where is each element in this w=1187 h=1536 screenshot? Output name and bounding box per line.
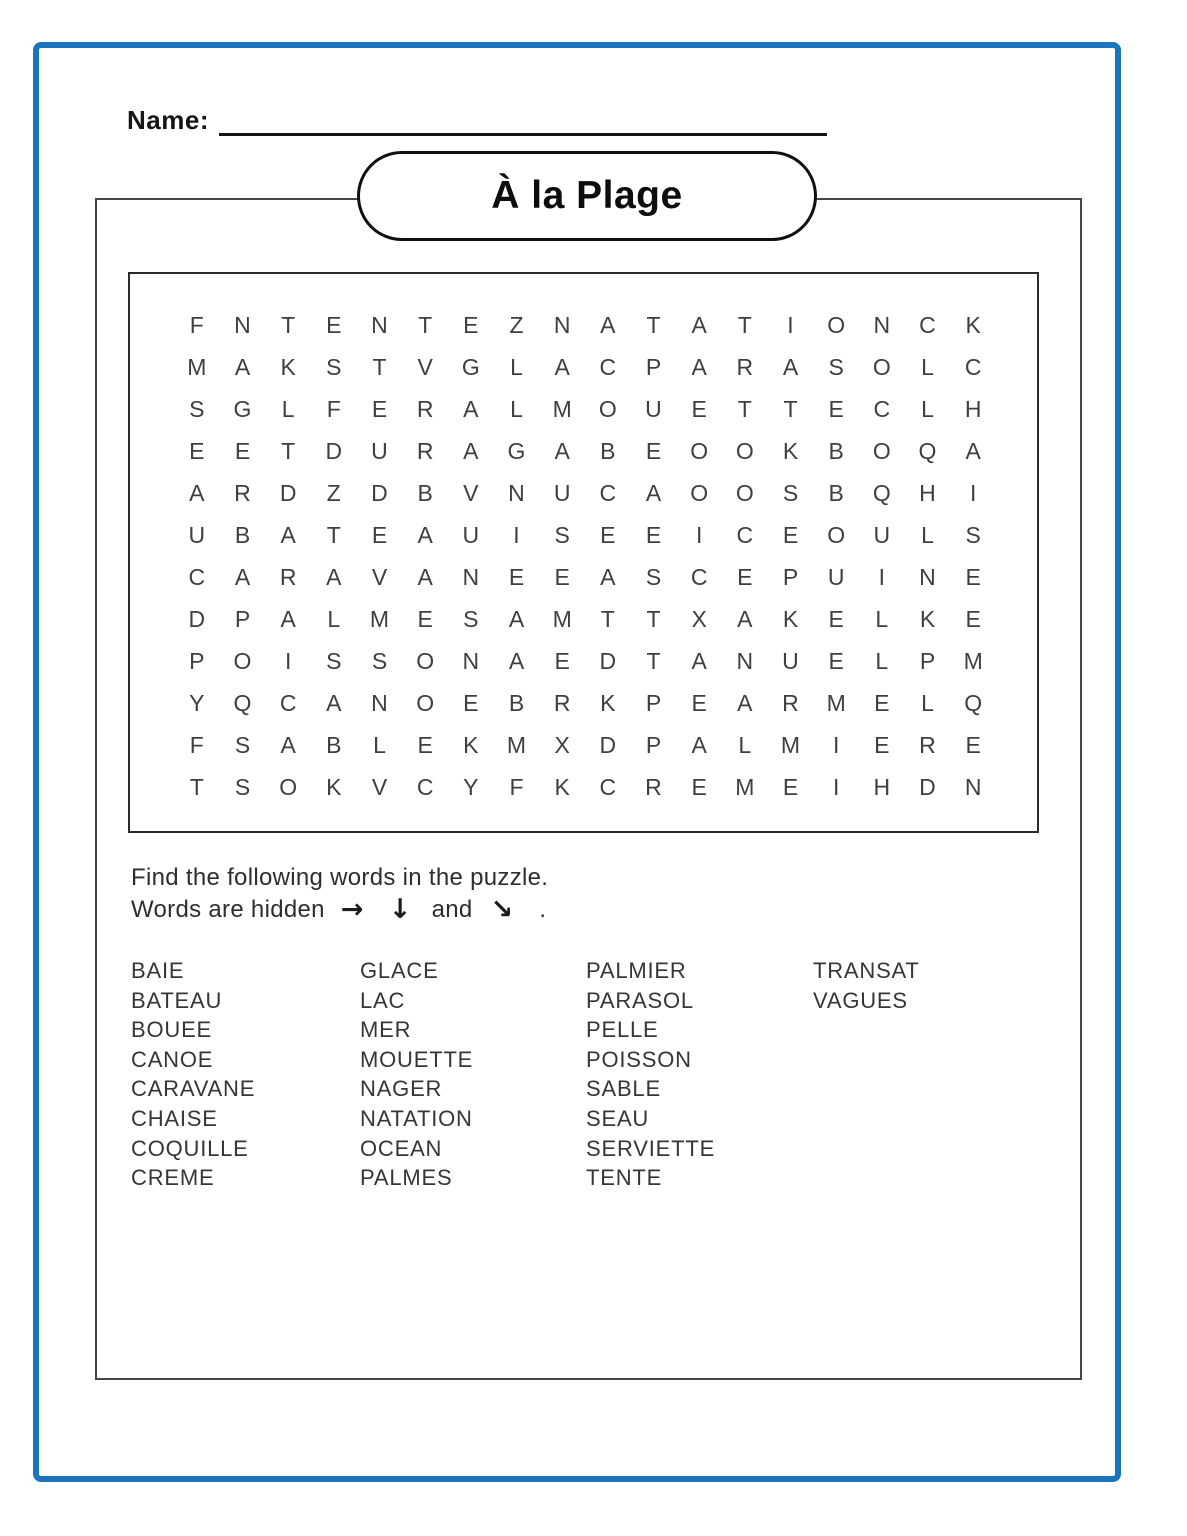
grid-letter: E	[782, 522, 799, 549]
word-item: OCEAN	[360, 1135, 443, 1161]
grid-letter: S	[234, 773, 251, 800]
grid-letter: O	[872, 354, 891, 381]
grid-letter: E	[508, 563, 525, 590]
grid-letter: E	[417, 605, 433, 632]
grid-letter: B	[828, 438, 844, 465]
word-item: BOUEE	[131, 1017, 213, 1043]
grid-letter: N	[873, 312, 891, 339]
title-pill	[357, 151, 817, 241]
grid-letter: S	[326, 354, 342, 381]
grid-letter: R	[416, 396, 434, 423]
grid-letter: N	[462, 563, 480, 590]
grid-letter: A	[189, 480, 205, 507]
grid-letter: A	[691, 647, 707, 674]
grid-letter: E	[417, 731, 433, 758]
word-item: POISSON	[586, 1046, 692, 1072]
grid-letter: S	[828, 354, 844, 381]
grid-letter: A	[508, 605, 525, 632]
grid-letter: A	[645, 480, 662, 507]
grid-letter: Y	[463, 773, 479, 800]
word-column	[586, 956, 715, 1193]
grid-letter: K	[554, 773, 570, 800]
instruction-line-1: Find the following words in the puzzle.	[131, 864, 549, 891]
grid-letter: E	[645, 522, 662, 549]
grid-letter: E	[463, 689, 479, 716]
grid-letter: E	[371, 522, 388, 549]
grid-letter: U	[827, 563, 845, 590]
grid-letter: T	[326, 522, 341, 549]
grid-letter: S	[463, 605, 479, 632]
grid-letter: L	[921, 396, 934, 423]
grid-letter: E	[828, 396, 844, 423]
instructions	[131, 862, 548, 925]
grid-letter: E	[782, 773, 799, 800]
grid-letter: D	[371, 480, 388, 507]
grid-letter: R	[234, 480, 251, 507]
grid-letter: I	[832, 773, 840, 800]
word-item: PALMES	[360, 1165, 453, 1191]
grid-letter: V	[417, 354, 433, 381]
grid-letter: N	[919, 563, 936, 590]
grid-letter: U	[371, 438, 388, 465]
instruction-line-2-prefix: Words are hidden	[131, 896, 325, 923]
word-item: PELLE	[586, 1017, 659, 1043]
grid-letter: E	[554, 563, 570, 590]
grid-letter: K	[965, 312, 981, 339]
grid-letter: K	[782, 438, 799, 465]
grid-letter: N	[371, 689, 388, 716]
grid-letter: T	[281, 312, 296, 339]
grid-letter: C	[599, 354, 617, 381]
word-item: BAIE	[131, 958, 185, 983]
grid-letter: N	[234, 312, 251, 339]
grid-letter: M	[735, 773, 755, 800]
grid-letter: A	[234, 354, 251, 381]
grid-letter: F	[189, 312, 204, 339]
grid-letter: Y	[189, 689, 205, 716]
grid-letter: Q	[872, 480, 891, 507]
grid-letter: T	[600, 605, 615, 632]
grid-letter: D	[919, 773, 936, 800]
grid-letter: A	[417, 522, 433, 549]
grid-letter: L	[510, 396, 523, 423]
grid-letter: P	[645, 354, 662, 381]
grid-letter: M	[963, 647, 983, 674]
grid-letter: F	[189, 731, 204, 758]
instruction-period: .	[539, 896, 547, 923]
word-column	[131, 956, 255, 1193]
grid-letter: U	[188, 522, 206, 549]
grid-letter: D	[188, 605, 206, 632]
grid-letter: S	[326, 647, 342, 674]
grid-letter: I	[695, 522, 703, 549]
grid-letter: S	[645, 563, 662, 590]
grid-letter: M	[187, 354, 207, 381]
word-item: NATATION	[360, 1105, 473, 1131]
grid-letter: B	[508, 689, 525, 716]
grid-letter: K	[463, 731, 479, 758]
grid-letter: Z	[509, 312, 524, 339]
name-row	[127, 105, 827, 136]
grid-letter: B	[326, 731, 342, 758]
grid-letter: E	[737, 563, 753, 590]
grid-letter: C	[279, 689, 297, 716]
grid-letter: R	[553, 689, 571, 716]
grid-letter: A	[463, 438, 479, 465]
grid-letter: E	[828, 605, 844, 632]
grid-letter: C	[599, 480, 617, 507]
grid-letter: O	[735, 480, 754, 507]
grid-letter: C	[188, 563, 206, 590]
grid-letter: O	[598, 396, 617, 423]
grid-letter: A	[600, 563, 616, 590]
arrow-down-right-icon: ↘	[490, 894, 514, 925]
grid-letter: N	[508, 480, 525, 507]
grid-letter: C	[599, 773, 617, 800]
word-item: CHAISE	[131, 1105, 218, 1131]
grid-letter: O	[279, 773, 298, 800]
grid-letter: A	[691, 731, 707, 758]
grid-letter: L	[921, 689, 934, 716]
grid-letter: E	[234, 438, 251, 465]
grid-letter: O	[827, 312, 846, 339]
grid-letter: X	[691, 605, 707, 632]
grid-letter: O	[416, 689, 435, 716]
grid-letter: S	[371, 647, 388, 674]
grid-letter: N	[964, 773, 982, 800]
grid-letter: A	[737, 605, 753, 632]
grid-letter: N	[462, 647, 480, 674]
grid-letter: E	[965, 731, 981, 758]
word-item: CANOE	[131, 1046, 214, 1072]
grid-letter: O	[690, 438, 709, 465]
word-item: TENTE	[586, 1165, 663, 1191]
grid-letter: T	[646, 647, 661, 674]
word-item: MOUETTE	[360, 1046, 474, 1072]
grid-letter: A	[691, 354, 707, 381]
grid-letter: S	[554, 522, 570, 549]
grid-letter: Q	[233, 689, 252, 716]
grid-letter: A	[417, 563, 433, 590]
grid-letter: A	[234, 563, 251, 590]
grid-letter: C	[416, 773, 434, 800]
grid-letter: S	[965, 522, 981, 549]
grid-letter: L	[921, 522, 934, 549]
grid-letter: D	[599, 731, 617, 758]
letter-grid	[174, 305, 996, 808]
grid-letter: M	[826, 689, 846, 716]
grid-letter: E	[554, 647, 570, 674]
grid-letter: M	[369, 605, 390, 632]
grid-letter: C	[736, 522, 754, 549]
grid-letter: U	[462, 522, 480, 549]
grid-letter: L	[875, 605, 889, 632]
grid-letter: C	[690, 563, 708, 590]
grid-letter: U	[645, 396, 662, 423]
grid-letter: C	[919, 312, 936, 339]
grid-letter: F	[509, 773, 524, 800]
grid-letter: R	[416, 438, 434, 465]
word-item: BATEAU	[131, 987, 223, 1013]
word-column	[813, 956, 920, 1015]
grid-letter: C	[873, 396, 891, 423]
grid-letter: E	[645, 438, 662, 465]
grid-letter: A	[691, 312, 707, 339]
grid-letter: N	[371, 312, 388, 339]
grid-letter: L	[738, 731, 752, 758]
word-item: VAGUES	[813, 987, 908, 1013]
grid-letter: M	[780, 731, 801, 758]
grid-letter: L	[373, 731, 386, 758]
grid-letter: H	[919, 480, 936, 507]
grid-letter: E	[874, 689, 890, 716]
grid-letter: K	[280, 354, 296, 381]
grid-letter: K	[782, 605, 799, 632]
grid-letter: R	[279, 563, 297, 590]
grid-letter: S	[189, 396, 205, 423]
grid-letter: P	[919, 647, 936, 674]
grid-letter: M	[552, 605, 572, 632]
grid-letter: I	[513, 522, 520, 549]
grid-letter: I	[787, 312, 794, 339]
grid-letter: O	[690, 480, 709, 507]
grid-letter: S	[782, 480, 799, 507]
grid-letter: I	[878, 563, 886, 590]
grid-letter: O	[827, 522, 846, 549]
grid-letter: T	[418, 312, 433, 339]
grid-letter: P	[234, 605, 251, 632]
grid-letter: O	[416, 647, 435, 674]
arrow-down-icon: ↓	[388, 894, 412, 925]
word-item: MER	[360, 1017, 412, 1043]
grid-letter: K	[600, 689, 616, 716]
grid-letter: B	[600, 438, 616, 465]
grid-letter: L	[281, 396, 295, 423]
grid-letter: A	[782, 354, 799, 381]
word-item: CARAVANE	[131, 1076, 256, 1102]
grid-letter: T	[646, 605, 661, 632]
grid-letter: M	[552, 396, 572, 423]
grid-letter: A	[280, 522, 296, 549]
instruction-and-text: and	[431, 896, 473, 923]
grid-letter: H	[873, 773, 891, 800]
grid-letter: V	[371, 773, 388, 800]
grid-letter: B	[828, 480, 844, 507]
grid-letter: S	[234, 731, 251, 758]
grid-letter: P	[782, 563, 799, 590]
grid-letter: B	[417, 480, 433, 507]
word-column	[360, 956, 473, 1193]
grid-letter: U	[782, 647, 799, 674]
grid-letter: D	[325, 438, 343, 465]
grid-letter: T	[737, 396, 752, 423]
grid-letter: A	[326, 563, 342, 590]
word-item: NAGER	[360, 1076, 443, 1102]
grid-letter: E	[965, 563, 981, 590]
grid-letter: E	[965, 605, 981, 632]
grid-letter: O	[872, 438, 891, 465]
grid-letter: T	[737, 312, 752, 339]
grid-letter: E	[691, 689, 707, 716]
grid-letter: T	[281, 438, 296, 465]
grid-letter: L	[510, 354, 523, 381]
grid-letter: E	[874, 731, 890, 758]
word-item: SEAU	[586, 1105, 650, 1131]
grid-letter: Z	[326, 480, 341, 507]
grid-letter: N	[736, 647, 754, 674]
grid-letter: A	[463, 396, 479, 423]
word-item: PALMIER	[586, 958, 687, 983]
grid-letter: Q	[918, 438, 937, 465]
grid-letter: E	[371, 396, 388, 423]
grid-letter: T	[372, 354, 387, 381]
grid-letter: A	[737, 689, 753, 716]
grid-letter: E	[691, 396, 707, 423]
word-item: LAC	[360, 987, 406, 1013]
grid-letter: H	[964, 396, 982, 423]
grid-letter: D	[599, 647, 617, 674]
grid-letter: P	[645, 689, 662, 716]
grid-letter: I	[284, 647, 292, 674]
word-item: CREME	[131, 1165, 215, 1191]
grid-letter: N	[553, 312, 571, 339]
grid-letter: T	[783, 396, 798, 423]
grid-letter: O	[233, 647, 252, 674]
grid-letter: V	[463, 480, 479, 507]
grid-letter: A	[508, 647, 525, 674]
grid-letter: A	[326, 689, 342, 716]
grid-letter: L	[327, 605, 341, 632]
grid-letter: L	[875, 647, 889, 674]
grid-letter: O	[735, 438, 754, 465]
word-item: TRANSAT	[813, 958, 920, 983]
grid-letter: E	[828, 647, 844, 674]
grid-letter: E	[326, 312, 342, 339]
page-title: À la Plage	[491, 174, 683, 217]
word-item: SERVIETTE	[586, 1135, 716, 1161]
grid-letter: A	[554, 438, 570, 465]
grid-letter: G	[233, 396, 252, 423]
grid-letter: L	[921, 354, 934, 381]
grid-letter: A	[965, 438, 981, 465]
grid-letter: U	[553, 480, 571, 507]
grid-letter: K	[326, 773, 342, 800]
word-item: GLACE	[360, 958, 439, 983]
grid-letter: G	[507, 438, 526, 465]
grid-letter: Q	[964, 689, 983, 716]
grid-letter: R	[919, 731, 936, 758]
word-item: SABLE	[586, 1076, 661, 1102]
grid-letter: G	[461, 354, 480, 381]
grid-letter: K	[919, 605, 936, 632]
word-item: PARASOL	[586, 987, 694, 1013]
grid-letter: V	[371, 563, 388, 590]
grid-letter: A	[554, 354, 570, 381]
grid-letter: T	[189, 773, 204, 800]
grid-letter: C	[964, 354, 982, 381]
grid-letter: D	[279, 480, 297, 507]
instruction-line-2	[131, 893, 548, 925]
grid-letter: E	[463, 312, 479, 339]
grid-letter: X	[554, 731, 570, 758]
grid-letter: F	[326, 396, 341, 423]
word-item: COQUILLE	[131, 1135, 249, 1161]
grid-letter: A	[280, 731, 296, 758]
grid-letter: E	[691, 773, 707, 800]
grid-letter: E	[600, 522, 616, 549]
grid-letter: I	[832, 731, 840, 758]
name-label: Name:	[127, 105, 209, 135]
grid-letter: T	[646, 312, 661, 339]
grid-letter: A	[280, 605, 296, 632]
grid-letter: R	[782, 689, 799, 716]
grid-letter: B	[234, 522, 251, 549]
grid-letter: P	[645, 731, 662, 758]
grid-letter: A	[600, 312, 616, 339]
grid-letter: R	[736, 354, 754, 381]
grid-letter: P	[189, 647, 205, 674]
grid-letter: R	[645, 773, 662, 800]
arrow-right-icon: →	[340, 894, 364, 925]
grid-letter: I	[969, 480, 977, 507]
grid-letter: M	[506, 731, 527, 758]
name-blank-line[interactable]	[219, 109, 827, 136]
grid-letter: E	[189, 438, 205, 465]
grid-letter: U	[873, 522, 891, 549]
